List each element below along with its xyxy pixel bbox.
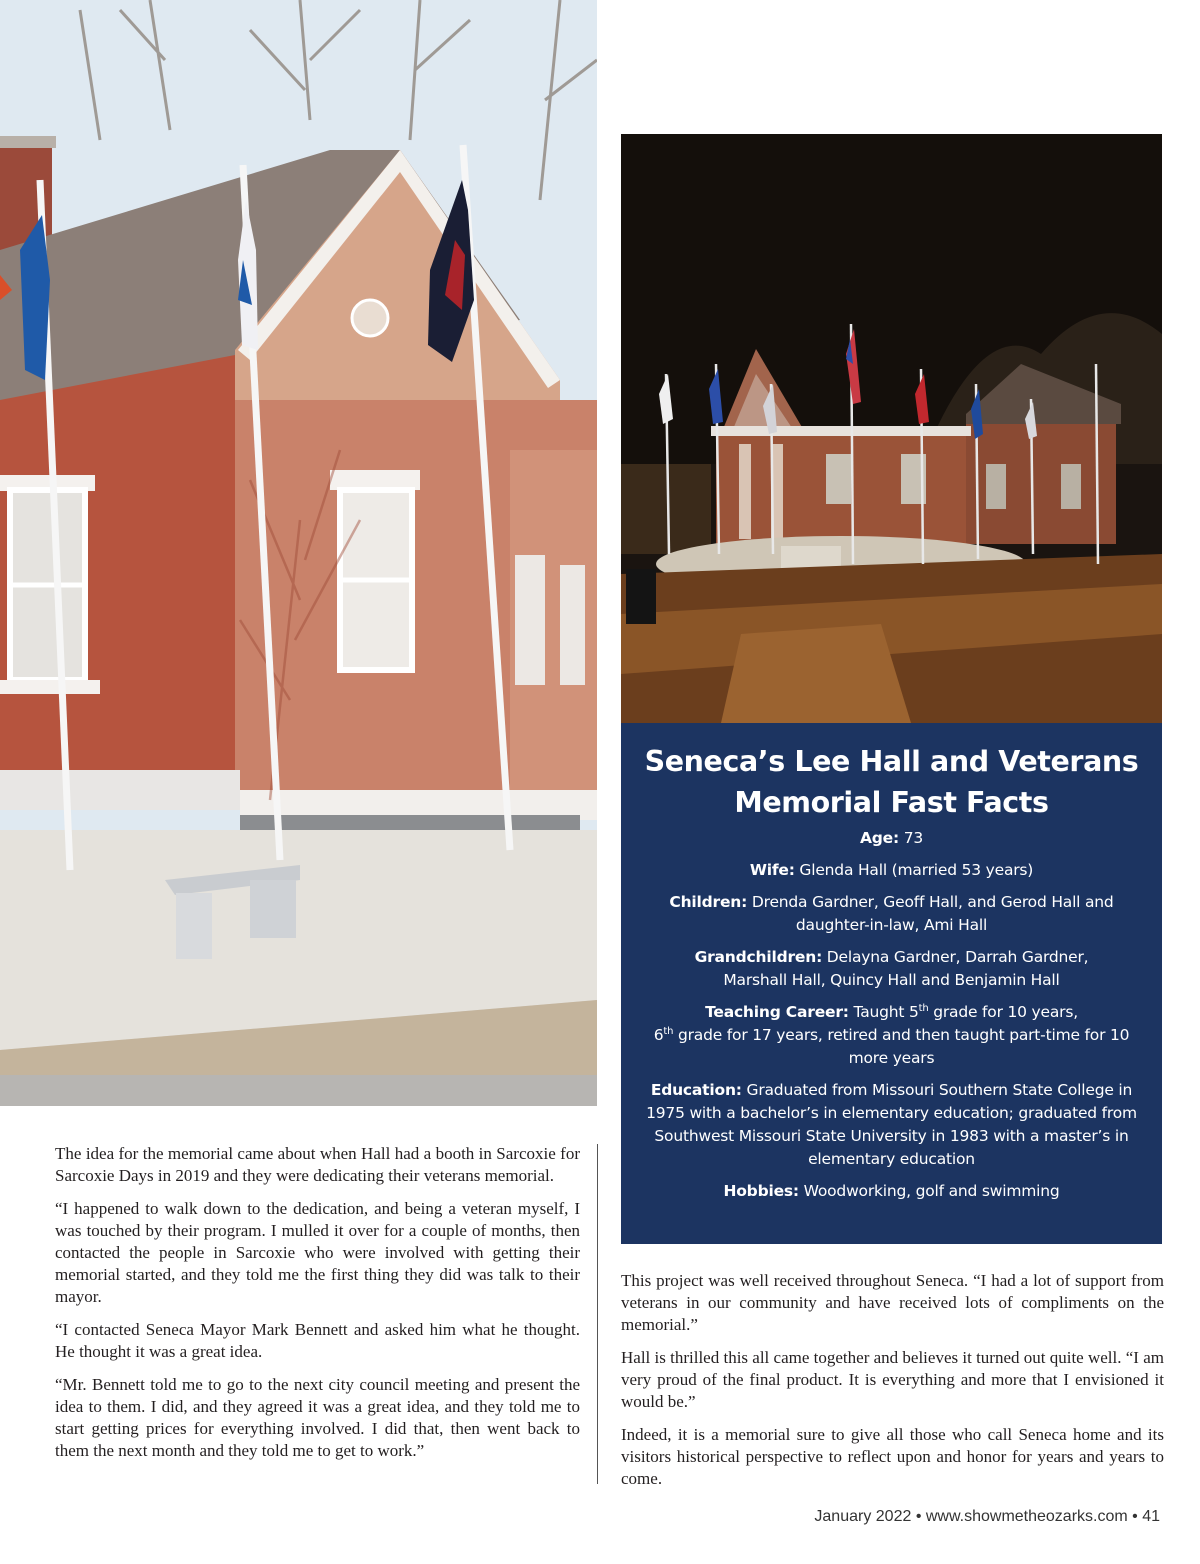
article-paragraph: “I contacted Seneca Mayor Mark Bennett and asked him what he thought. He thought it was a great idea.: [55, 1320, 580, 1361]
fact-children: [661, 891, 1122, 937]
fact-teaching-sup-1: th: [918, 1002, 929, 1014]
fact-teaching-value-1: Taught 5: [848, 1003, 919, 1021]
fact-hobbies: [635, 1180, 1148, 1203]
article-paragraph: The idea for the memorial came about when Hall had a booth in Sarcoxie for Sarcoxie Days in 2019 and they were dedicating their veterans memorial.: [55, 1144, 580, 1185]
fact-age: [635, 827, 1148, 850]
page-footer: January 2022 • www.showmetheozarks.com • 41: [814, 1508, 1160, 1525]
fast-facts-title: [621, 741, 1162, 823]
fact-grandchildren-label: Grandchildren:: [694, 948, 823, 966]
fast-facts-box: [621, 723, 1162, 1244]
fact-teaching-value-3: 6: [653, 1026, 664, 1044]
fast-facts-title-line1: Seneca’s Lee Hall and Veterans: [644, 745, 1139, 778]
fact-age-value: 73: [898, 829, 924, 847]
article-paragraph: “Mr. Bennett told me to go to the next city council meeting and present the idea to them. I did, and they agreed it was a great idea, and they told me to start getting prices for everything involved. I did that, then went back to them the next month and they told me to get to work.”: [55, 1375, 580, 1460]
article-paragraph: Indeed, it is a memorial sure to give all those who call Seneca home and its visitors historical perspective to reflect upon and honor for years and years to come.: [621, 1425, 1164, 1488]
fact-teaching-value-4: grade for 17 years, retired and then taught part-time for 10 more years: [673, 1026, 1130, 1067]
article-paragraph: This project was well received throughout Seneca. “I had a lot of support from veterans in our community and have received lots of compliments on the memorial.”: [621, 1271, 1164, 1334]
article-paragraph: Hall is thrilled this all came together and believes it turned out quite well. “I am very proud of the final product. It is everything and more that I envisioned it would be.”: [621, 1348, 1164, 1411]
fact-teaching-sup-2: th: [663, 1025, 674, 1037]
fact-children-value: Drenda Gardner, Geoff Hall, and Gerod Hall and daughter-in-law, Ami Hall: [747, 893, 1114, 934]
fact-children-label: Children:: [669, 893, 748, 911]
fact-wife-value: Glenda Hall (married 53 years): [794, 861, 1034, 879]
article-column-right: [621, 1270, 1164, 1501]
fact-education: [639, 1079, 1144, 1171]
fact-hobbies-label: Hobbies:: [723, 1182, 799, 1200]
memorial-night-photo: [621, 134, 1162, 723]
article-paragraph: “I happened to walk down to the dedication, and being a veteran myself, I was touched by their program. I mulled it over for a couple of months, then contacted the people in Sarcoxie who were involved with getting their memorial started, and they told me the first thing they did was talk to their mayor.: [55, 1199, 580, 1306]
column-divider: [597, 1144, 598, 1484]
fact-grandchildren-value: Delayna Gardner, Darrah Gardner, Marshall Hall, Quincy Hall and Benjamin Hall: [723, 948, 1089, 989]
fact-education-value: Graduated from Missouri Southern State College in 1975 with a bachelor’s in elementary education; graduated from Southwest Missouri State University in 1983 with a master’s in elementary education: [646, 1081, 1137, 1168]
fast-facts-title-line2: Memorial Fast Facts: [734, 786, 1049, 819]
fact-wife-label: Wife:: [749, 861, 795, 879]
fact-teaching-value-2: grade for 10 years,: [928, 1003, 1078, 1021]
fact-grandchildren: [671, 946, 1112, 992]
fact-wife: [635, 859, 1148, 882]
fact-age-label: Age:: [859, 829, 899, 847]
fact-teaching-career: [651, 1001, 1132, 1070]
fact-teaching-label: Teaching Career:: [705, 1003, 849, 1021]
memorial-daytime-photo: [0, 0, 597, 1106]
fact-hobbies-value: Woodworking, golf and swimming: [798, 1182, 1060, 1200]
fact-education-label: Education:: [650, 1081, 742, 1099]
article-column-left: [55, 1143, 580, 1473]
